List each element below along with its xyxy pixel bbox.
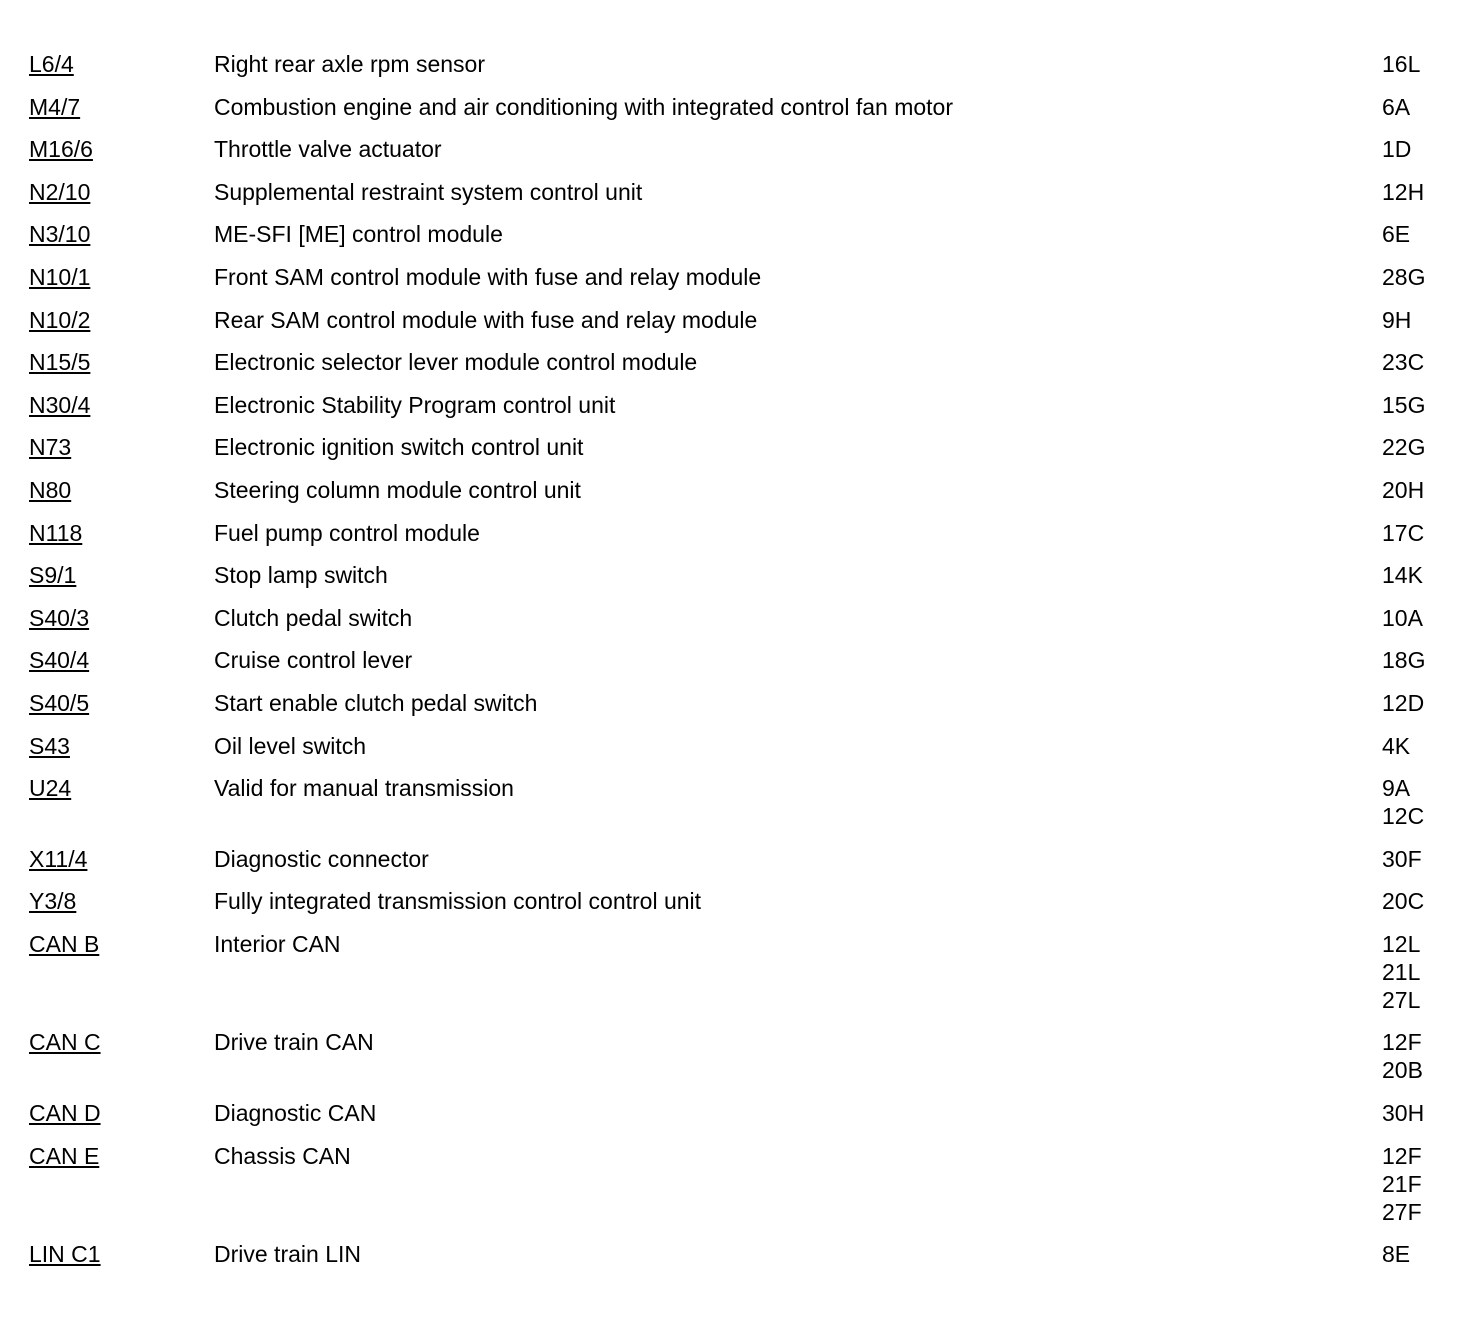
component-code-cell (0, 263, 214, 291)
grid-location (1382, 391, 1472, 419)
grid-location (1382, 93, 1472, 121)
component-code-cell (0, 646, 214, 674)
grid-location-link[interactable]: 20H (1382, 476, 1425, 503)
grid-location (1382, 519, 1472, 547)
component-code-cell (0, 391, 214, 419)
component-code-link[interactable]: S9/1 (29, 562, 77, 589)
grid-location-link[interactable]: 27F (1382, 1198, 1422, 1225)
component-code-link[interactable]: N3/10 (29, 221, 91, 248)
grid-location-link[interactable]: 15G (1382, 391, 1426, 418)
legend-row (0, 131, 1472, 174)
component-code-link[interactable]: U24 (29, 775, 72, 802)
component-code-cell (0, 135, 214, 163)
grid-location-cell (1382, 178, 1472, 206)
component-description: Clutch pedal switch (214, 604, 413, 631)
component-code-cell (0, 306, 214, 334)
grid-location-cell (1382, 845, 1472, 873)
legend-row (0, 883, 1472, 926)
component-description: Valid for manual transmission (214, 775, 514, 802)
legend-row (0, 557, 1472, 600)
legend-row (0, 174, 1472, 217)
component-description: ME-SFI [ME] control module (214, 221, 503, 248)
grid-location (1382, 646, 1472, 674)
legend-row (0, 642, 1472, 685)
grid-location-link[interactable]: 6E (1382, 221, 1411, 248)
legend-row (0, 472, 1472, 515)
component-code-cell (0, 732, 214, 760)
component-code-cell (0, 93, 214, 121)
component-description: Chassis CAN (214, 1142, 351, 1169)
component-description: Cruise control lever (214, 647, 413, 674)
grid-location (1382, 1170, 1472, 1198)
grid-location-link[interactable]: 20C (1382, 888, 1425, 915)
grid-location (1382, 986, 1472, 1014)
grid-location-link[interactable]: 12C (1382, 803, 1425, 830)
component-description: Steering column module control unit (214, 476, 581, 503)
grid-location-cell (1382, 519, 1472, 547)
component-description: Electronic Stability Program control unit (214, 391, 616, 418)
component-code-cell (0, 774, 214, 802)
grid-location-cell (1382, 306, 1472, 334)
component-code-link[interactable]: S40/4 (29, 647, 90, 674)
grid-location-link[interactable]: 1D (1382, 136, 1412, 163)
component-code-cell (0, 604, 214, 632)
component-code-cell (0, 689, 214, 717)
grid-location (1382, 220, 1472, 248)
component-code-cell (0, 1240, 214, 1268)
component-code-cell (0, 433, 214, 461)
grid-location-link[interactable]: 12L (1382, 930, 1421, 957)
grid-location-cell (1382, 930, 1472, 1014)
component-description: Interior CAN (214, 930, 341, 957)
component-legend-table (0, 46, 1472, 1279)
grid-location-link[interactable]: 12H (1382, 178, 1425, 205)
component-description: Diagnostic connector (214, 845, 429, 872)
component-description: Stop lamp switch (214, 562, 388, 589)
grid-location-cell (1382, 93, 1472, 121)
grid-location-link[interactable]: 21F (1382, 1170, 1422, 1197)
legend-row (0, 344, 1472, 387)
grid-location (1382, 887, 1472, 915)
component-code-link[interactable]: N10/1 (29, 263, 91, 290)
component-code-cell (0, 476, 214, 504)
grid-location-link[interactable]: 8E (1382, 1241, 1411, 1268)
component-code-cell (0, 50, 214, 78)
component-description: Front SAM control module with fuse and relay module (214, 263, 762, 290)
legend-row (0, 926, 1472, 1025)
grid-location-cell (1382, 433, 1472, 461)
component-code-link[interactable]: LIN C1 (29, 1241, 101, 1268)
grid-location (1382, 135, 1472, 163)
grid-location-link[interactable]: 12D (1382, 689, 1425, 716)
legend-row (0, 429, 1472, 472)
grid-location-link[interactable]: 6A (1382, 93, 1411, 120)
grid-location-cell (1382, 689, 1472, 717)
grid-location (1382, 845, 1472, 873)
grid-location-link[interactable]: 27L (1382, 986, 1421, 1013)
component-description: Electronic ignition switch control unit (214, 434, 584, 461)
grid-location (1382, 732, 1472, 760)
grid-location (1382, 561, 1472, 589)
legend-row (0, 515, 1472, 558)
grid-location (1382, 1028, 1472, 1056)
component-code-cell (0, 348, 214, 376)
grid-location-link[interactable]: 23C (1382, 349, 1425, 376)
grid-location (1382, 433, 1472, 461)
legend-row (0, 685, 1472, 728)
grid-location-cell (1382, 50, 1472, 78)
component-code-link[interactable]: N10/2 (29, 306, 91, 333)
component-code-link[interactable]: S43 (29, 732, 70, 759)
component-code-link[interactable]: CAN C (29, 1029, 101, 1056)
component-code-link[interactable]: CAN E (29, 1142, 100, 1169)
component-description: Electronic selector lever module control module (214, 349, 698, 376)
legend-row (0, 1024, 1472, 1095)
legend-row (0, 841, 1472, 884)
grid-location-link[interactable]: 22G (1382, 434, 1426, 461)
legend-row (0, 259, 1472, 302)
grid-location (1382, 1240, 1472, 1268)
grid-location-cell (1382, 1240, 1472, 1268)
grid-location-cell (1382, 1099, 1472, 1127)
component-code-link[interactable]: M4/7 (29, 93, 81, 120)
grid-location-link[interactable]: 14K (1382, 562, 1423, 589)
legend-row (0, 89, 1472, 132)
grid-location-link[interactable]: 10A (1382, 604, 1423, 631)
grid-location-link[interactable]: 12F (1382, 1029, 1422, 1056)
legend-row (0, 1095, 1472, 1138)
grid-location (1382, 263, 1472, 291)
component-code-link[interactable]: N73 (29, 434, 72, 461)
legend-row (0, 1236, 1472, 1279)
grid-location-link[interactable]: 17C (1382, 519, 1425, 546)
component-description: Oil level switch (214, 732, 367, 759)
component-description: Fuel pump control module (214, 519, 480, 546)
grid-location-cell (1382, 887, 1472, 915)
component-description: Right rear axle rpm sensor (214, 51, 485, 77)
grid-location (1382, 958, 1472, 986)
component-code-cell (0, 1028, 214, 1056)
grid-location (1382, 178, 1472, 206)
grid-location-link[interactable]: 30H (1382, 1100, 1425, 1127)
grid-location (1382, 774, 1472, 802)
component-code-cell (0, 845, 214, 873)
grid-location-cell (1382, 561, 1472, 589)
component-code-link[interactable]: N15/5 (29, 349, 91, 376)
grid-location-link[interactable]: 4K (1382, 732, 1411, 759)
grid-location (1382, 476, 1472, 504)
component-code-link[interactable]: S40/3 (29, 604, 90, 631)
legend-row (0, 302, 1472, 345)
component-description: Fully integrated transmission control control unit (214, 888, 702, 915)
component-code-link[interactable]: N118 (29, 519, 83, 546)
component-code-link[interactable]: CAN B (29, 930, 100, 957)
component-code-cell (0, 1142, 214, 1170)
component-code-cell (0, 887, 214, 915)
component-code-cell (0, 1099, 214, 1127)
legend-row (0, 46, 1472, 89)
component-code-cell (0, 220, 214, 248)
grid-location-cell (1382, 646, 1472, 674)
legend-row (0, 387, 1472, 430)
grid-location-link[interactable]: 21L (1382, 958, 1421, 985)
component-description: Start enable clutch pedal switch (214, 689, 538, 716)
grid-location-link[interactable]: 20B (1382, 1057, 1423, 1084)
grid-location (1382, 1198, 1472, 1226)
grid-location-link[interactable]: 28G (1382, 263, 1426, 290)
component-code-link[interactable]: N30/4 (29, 391, 91, 418)
component-code-link[interactable]: M16/6 (29, 136, 93, 163)
legend-row (0, 600, 1472, 643)
grid-location-link[interactable]: 9A (1382, 775, 1411, 802)
grid-location-cell (1382, 263, 1472, 291)
grid-location-link[interactable]: 30F (1382, 845, 1422, 872)
grid-location (1382, 689, 1472, 717)
component-code-link[interactable]: N2/10 (29, 178, 91, 205)
grid-location (1382, 1056, 1472, 1084)
component-code-link[interactable]: N80 (29, 476, 72, 503)
component-description: Drive train LIN (214, 1241, 361, 1268)
grid-location-cell (1382, 391, 1472, 419)
grid-location (1382, 348, 1472, 376)
component-code-cell (0, 930, 214, 958)
component-code-cell (0, 561, 214, 589)
component-code-cell (0, 178, 214, 206)
grid-location-cell (1382, 604, 1472, 632)
grid-location-cell (1382, 348, 1472, 376)
grid-location-cell (1382, 476, 1472, 504)
grid-location (1382, 1099, 1472, 1127)
legend-row (0, 728, 1472, 771)
component-description: Supplemental restraint system control unit (214, 178, 643, 205)
component-code-cell (0, 519, 214, 547)
grid-location (1382, 306, 1472, 334)
legend-row (0, 1138, 1472, 1237)
component-code-link[interactable]: X11/4 (29, 845, 88, 872)
grid-location-cell (1382, 220, 1472, 248)
component-code-link[interactable]: Y3/8 (29, 888, 77, 915)
grid-location (1382, 604, 1472, 632)
component-code-link[interactable]: CAN D (29, 1100, 101, 1127)
grid-location-cell (1382, 774, 1472, 830)
grid-location-cell (1382, 732, 1472, 760)
grid-location (1382, 1142, 1472, 1170)
component-code-link[interactable]: S40/5 (29, 689, 90, 716)
grid-location-cell (1382, 1028, 1472, 1084)
grid-location-link[interactable]: 12F (1382, 1142, 1422, 1169)
grid-location (1382, 50, 1472, 78)
grid-location-link[interactable]: 9H (1382, 306, 1412, 333)
component-description: Throttle valve actuator (214, 136, 442, 163)
component-description: Combustion engine and air conditioning with integrated control fan motor (214, 93, 953, 120)
component-code-link[interactable]: L6/4 (29, 51, 74, 77)
component-description: Rear SAM control module with fuse and relay module (214, 306, 758, 333)
legend-row (0, 770, 1472, 841)
grid-location-link[interactable]: 18G (1382, 647, 1426, 674)
component-description: Drive train CAN (214, 1029, 374, 1056)
grid-location-link[interactable]: 16L (1382, 51, 1421, 77)
grid-location (1382, 802, 1472, 830)
grid-location-cell (1382, 1142, 1472, 1226)
grid-location-cell (1382, 135, 1472, 163)
grid-location (1382, 930, 1472, 958)
legend-row (0, 216, 1472, 259)
component-description: Diagnostic CAN (214, 1100, 377, 1127)
